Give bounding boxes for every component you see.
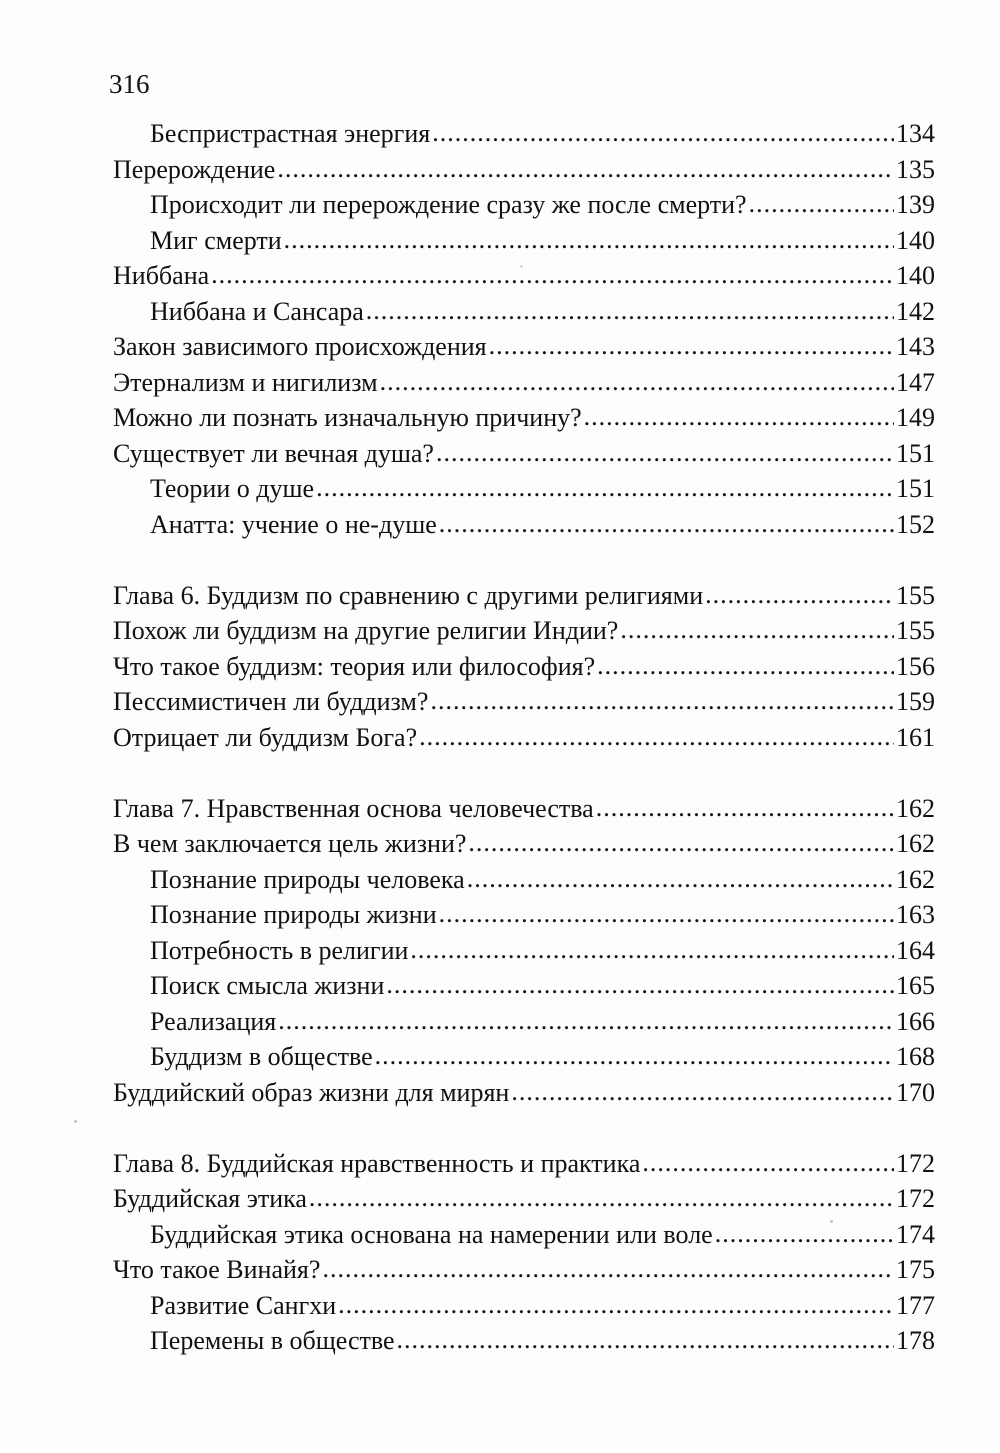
- toc-subentry: [113, 897, 935, 933]
- dot-leader: [468, 825, 894, 861]
- dot-leader: [375, 1038, 894, 1074]
- toc-entry-page: 172: [896, 1184, 935, 1213]
- dot-leader: [284, 222, 894, 258]
- toc-subentry: [113, 1039, 935, 1075]
- dot-leader: [584, 399, 894, 435]
- dot-leader: [211, 257, 894, 293]
- toc-subentry: [113, 862, 935, 898]
- toc-subentry: [113, 223, 935, 259]
- toc-entry-page: 164: [896, 935, 935, 965]
- toc-entry-title: Похож ли буддизм на другие религии Индии?: [113, 616, 619, 645]
- dot-leader: [489, 328, 894, 364]
- toc-entry: [113, 258, 935, 294]
- toc-entry-page: 151: [896, 474, 935, 503]
- toc-subentry: [113, 1004, 935, 1040]
- toc-entry-title: Буддийская этика: [113, 1184, 307, 1213]
- toc-entry-page: 174: [896, 1219, 935, 1249]
- toc-entry-page: 175: [896, 1255, 935, 1284]
- dot-leader: [705, 577, 894, 613]
- toc-entry: [113, 329, 935, 365]
- toc-entry-page: 177: [896, 1290, 935, 1320]
- toc-subentry: [113, 187, 935, 223]
- toc-entry: [113, 1252, 935, 1288]
- dot-leader: [511, 1074, 894, 1110]
- toc-entry: [113, 649, 935, 685]
- toc-entry-page: 166: [896, 1006, 935, 1036]
- section-gap: [113, 542, 935, 578]
- section-gap: [113, 1110, 935, 1146]
- dot-leader: [642, 1145, 894, 1181]
- print-speck: [520, 265, 523, 268]
- toc-entry-page: 151: [896, 438, 935, 468]
- dot-leader: [380, 364, 894, 400]
- toc-entry-title: Познание природы жизни: [150, 900, 437, 929]
- toc-entry: [113, 1181, 935, 1217]
- toc-entry-title: Ниббана: [113, 261, 210, 290]
- toc-entry-page: 155: [896, 616, 935, 645]
- dot-leader: [439, 896, 894, 932]
- table-of-contents: [113, 116, 935, 1359]
- toc-entry: [113, 436, 935, 472]
- toc-entry: [113, 400, 935, 436]
- toc-entry-page: 161: [896, 722, 935, 752]
- dot-leader: [597, 648, 894, 684]
- toc-subentry: [113, 1323, 935, 1359]
- toc-entry-title: Глава 8. Буддийская нравственность и практика: [113, 1148, 641, 1178]
- toc-entry-page: 142: [896, 296, 935, 326]
- print-speck: [830, 1220, 833, 1223]
- toc-entry: [113, 684, 935, 720]
- toc-entry-title: Можно ли познать изначальную причину?: [113, 403, 582, 432]
- toc-entry-title: Происходит ли перерождение сразу же после смерти?: [150, 190, 747, 219]
- toc-entry-title: Буддийский образ жизни для мирян: [113, 1077, 510, 1107]
- toc-entry-title: Анатта: учение о не-душе: [150, 509, 437, 539]
- toc-entry-title: Глава 6. Буддизм по сравнению с другими религиями: [113, 580, 704, 610]
- toc-entry: [113, 1146, 935, 1182]
- toc-entry-page: 152: [896, 509, 935, 539]
- toc-entry-page: 140: [896, 225, 935, 255]
- toc-entry: [113, 152, 935, 188]
- toc-entry-title: Буддизм в обществе: [150, 1042, 373, 1071]
- toc-entry-title: Беспристрастная энергия: [150, 119, 431, 148]
- toc-subentry: [113, 1288, 935, 1324]
- toc-entry-title: Потребность в религии: [150, 935, 409, 965]
- page-number: 316: [109, 69, 150, 99]
- toc-entry-title: Поиск смысла жизни: [150, 971, 385, 1000]
- toc-entry: [113, 613, 935, 649]
- toc-entry-title: Миг смерти: [150, 225, 282, 255]
- dot-leader: [410, 932, 894, 968]
- toc-entry-page: 178: [896, 1326, 935, 1355]
- toc-subentry: [113, 933, 935, 969]
- toc-subentry: [113, 507, 935, 543]
- toc-entry: [113, 365, 935, 401]
- toc-entry-page: 168: [896, 1042, 935, 1071]
- toc-entry-page: 134: [896, 119, 935, 148]
- toc-subentry: [113, 1217, 935, 1253]
- toc-entry-page: 149: [896, 403, 935, 432]
- dot-leader: [338, 1287, 894, 1323]
- toc-entry-title: Что такое буддизм: теория или философия?: [113, 651, 596, 681]
- dot-leader: [309, 1180, 894, 1216]
- toc-entry-title: Этернализм и нигилизм: [113, 367, 378, 397]
- toc-entry: [113, 1075, 935, 1111]
- dot-leader: [432, 115, 894, 151]
- section-gap: [113, 755, 935, 791]
- toc-entry-title: Реализация: [150, 1006, 277, 1036]
- dot-leader: [419, 719, 894, 755]
- dot-leader: [467, 861, 894, 897]
- toc-entry-page: 162: [896, 793, 935, 823]
- toc-entry-page: 135: [896, 154, 935, 184]
- dot-leader: [715, 1216, 894, 1252]
- toc-entry-page: 147: [896, 367, 935, 397]
- toc-subentry: [113, 471, 935, 507]
- toc-entry-page: 139: [896, 190, 935, 219]
- toc-entry-title: Отрицает ли буддизм Бога?: [113, 722, 418, 752]
- toc-entry-title: Развитие Сангхи: [150, 1290, 337, 1320]
- toc-entry-page: 163: [896, 900, 935, 929]
- toc-entry-title: Существует ли вечная душа?: [113, 438, 434, 468]
- toc-entry-title: Теории о душе: [150, 474, 315, 503]
- toc-entry-title: Пессимистичен ли буддизм?: [113, 687, 429, 716]
- dot-leader: [366, 293, 894, 329]
- toc-subentry: [113, 968, 935, 1004]
- dot-leader: [749, 186, 894, 222]
- toc-entry-page: 170: [896, 1077, 935, 1107]
- toc-entry: [113, 578, 935, 614]
- dot-leader: [439, 506, 894, 542]
- dot-leader: [430, 683, 894, 719]
- toc-entry-title: Что такое Винайя?: [113, 1255, 321, 1284]
- dot-leader: [436, 435, 894, 471]
- toc-subentry: [113, 294, 935, 330]
- toc-entry-title: Буддийская этика основана на намерении или воле: [150, 1219, 713, 1249]
- print-speck: [74, 1120, 77, 1123]
- toc-entry: [113, 720, 935, 756]
- toc-entry-title: Познание природы человека: [150, 864, 465, 894]
- toc-entry-title: Перемены в обществе: [150, 1326, 395, 1355]
- toc-entry-page: 165: [896, 971, 935, 1000]
- toc-entry-page: 162: [896, 829, 935, 858]
- toc-entry-page: 159: [896, 687, 935, 716]
- dot-leader: [278, 1003, 894, 1039]
- toc-entry-title: В чем заключается цель жизни?: [113, 829, 467, 858]
- dot-leader: [386, 967, 894, 1003]
- toc-entry-title: Закон зависимого происхождения: [113, 332, 487, 361]
- toc-entry-page: 155: [896, 580, 935, 610]
- toc-entry-title: Перерождение: [113, 154, 276, 184]
- toc-entry-page: 140: [896, 261, 935, 290]
- toc-entry-page: 162: [896, 864, 935, 894]
- dot-leader: [316, 470, 894, 506]
- toc-entry: [113, 826, 935, 862]
- toc-subentry: [113, 116, 935, 152]
- dot-leader: [322, 1251, 894, 1287]
- toc-entry-page: 156: [896, 651, 935, 681]
- toc-entry-page: 172: [896, 1148, 935, 1178]
- dot-leader: [596, 790, 894, 826]
- dot-leader: [277, 151, 894, 187]
- dot-leader: [620, 612, 894, 648]
- dot-leader: [397, 1322, 894, 1358]
- toc-entry-title: Ниббана и Сансара: [150, 296, 364, 326]
- toc-entry: [113, 791, 935, 827]
- toc-entry-title: Глава 7. Нравственная основа человечества: [113, 793, 594, 823]
- toc-entry-page: 143: [896, 332, 935, 361]
